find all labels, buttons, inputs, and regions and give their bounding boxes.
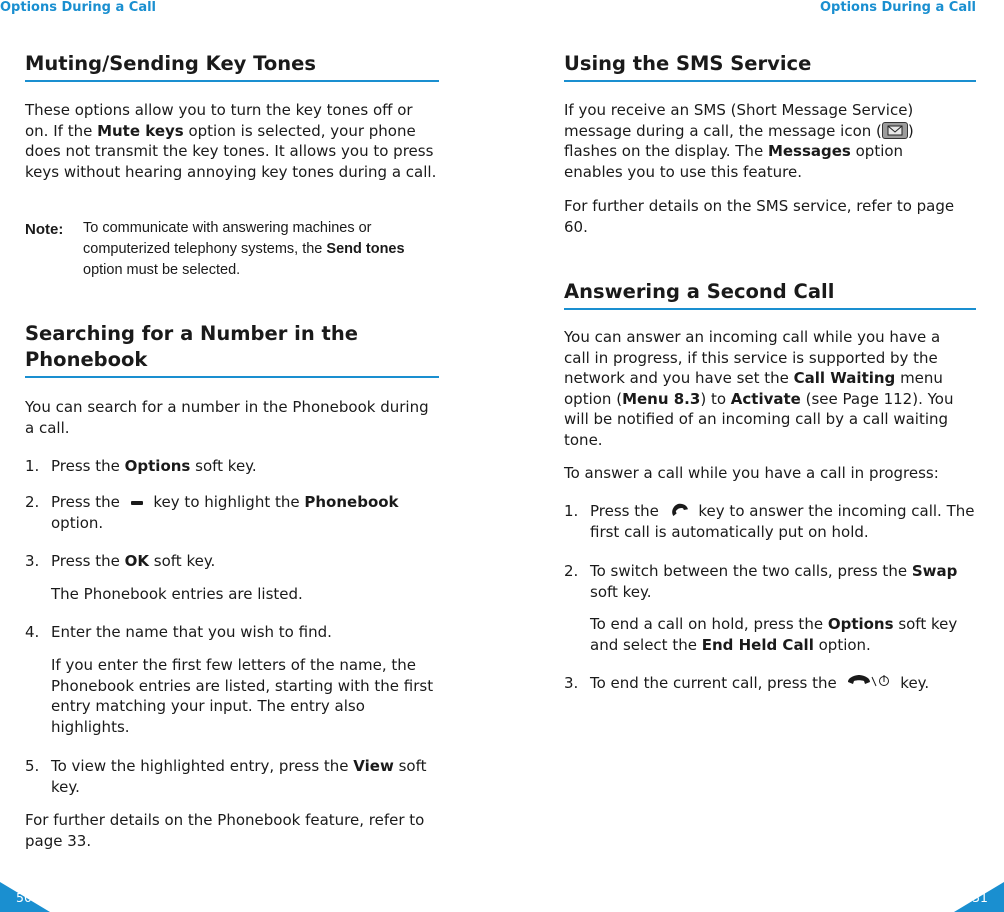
step-3-text: Press the OK soft key. [51, 552, 216, 570]
step-4-detail: If you enter the first few letters of the name, the Phonebook entries are listed, starting with the first entry matching your input. The entry also highlights. [51, 656, 434, 736]
step-3-detail: The Phonebook entries are listed. [51, 585, 303, 603]
note-text: To communicate with answering machines or computerized telephony systems, the Send tones option must be selected. [83, 220, 405, 278]
page-header-left: Options During a Call [0, 0, 156, 15]
step-2-text: Press the key to highlight the Phonebook option. [51, 493, 399, 532]
step-5-text: To view the highlighted entry, press the View soft key. [51, 757, 427, 796]
send-key-icon [669, 501, 689, 522]
page-number-left: 50 [16, 890, 32, 905]
step-3-text: To end the current call, press the key. [590, 674, 930, 692]
phonebook-outro: For further details on the Phonebook feature, refer to page 33. [25, 811, 425, 850]
sms-paragraph: If you receive an SMS (Short Message Service) message during a call, the message icon ( ) flashes on the display. The Messages option enables you to use this feature. [564, 101, 914, 181]
step-number: 2. [564, 562, 579, 580]
step-number: 3. [25, 552, 40, 570]
end-power-key-icon [847, 673, 891, 694]
step-2-text: To switch between the two calls, press the Swap soft key. [590, 562, 958, 601]
key-tones-paragraph: These options allow you to turn the key tones off or on. If the Mute keys option is selected, your phone does not transmit the key tones. It allows you to press keys without hearing annoying key tones during a call. [25, 101, 437, 181]
page-header-right: Options During a Call [820, 0, 976, 15]
section-title-second-call: Answering a Second Call [564, 279, 976, 310]
section-title-sms-service: Using the SMS Service [564, 51, 976, 82]
step-number: 4. [25, 623, 40, 641]
step-number: 2. [25, 493, 40, 511]
minus-key-icon [130, 492, 144, 513]
section-title-key-tones: Muting/Sending Key Tones [25, 51, 439, 82]
section-title-phonebook-search: Searching for a Number in the Phonebook [25, 321, 439, 378]
step-2-detail: To end a call on hold, press the Options soft key and select the End Held Call option. [590, 615, 958, 654]
step-1-text: Press the key to answer the incoming call. The first call is automatically put on hold. [590, 502, 975, 541]
step-number: 5. [25, 757, 40, 775]
step-number: 1. [564, 502, 579, 520]
second-call-intro: To answer a call while you have a call in progress: [564, 464, 939, 482]
second-call-paragraph: You can answer an incoming call while you have a call in progress, if this service is supported by the network and you have set the Call Waiting menu option (Menu 8.3) to Activate (see Page 112). You will be notified of an incoming call by a call waiting tone. [564, 328, 954, 449]
step-4-text: Enter the name that you wish to find. [51, 623, 332, 641]
page-number-right: 51 [972, 890, 988, 905]
message-icon [882, 122, 908, 139]
step-number: 3. [564, 674, 579, 692]
sms-reference: For further details on the SMS service, refer to page 60. [564, 197, 955, 236]
step-number: 1. [25, 457, 40, 475]
phonebook-intro: You can search for a number in the Phonebook during a call. [25, 398, 429, 437]
note-label: Note: [25, 221, 64, 238]
step-1-text: Press the Options soft key. [51, 457, 257, 475]
